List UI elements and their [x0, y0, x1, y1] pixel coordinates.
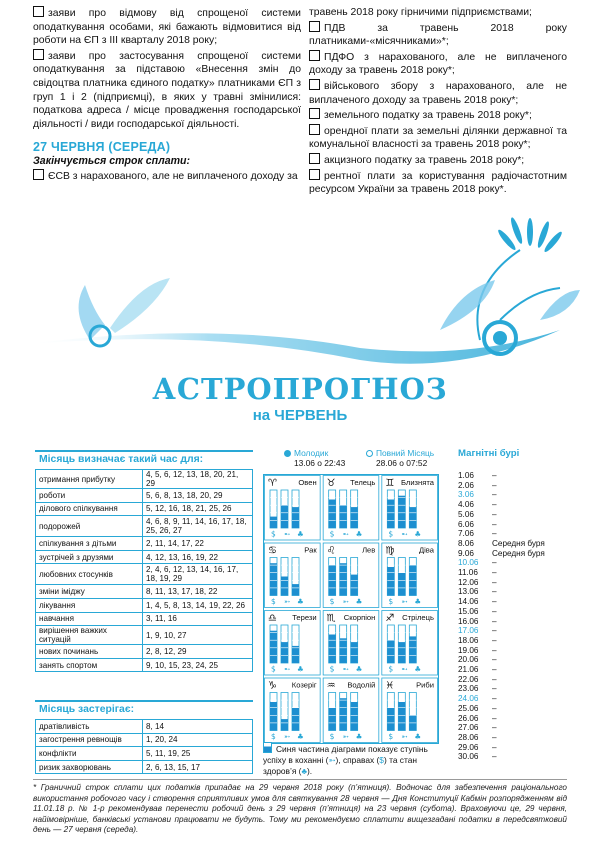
love-icon: ➵ [284, 529, 291, 539]
money-bag-icon: $ [271, 664, 276, 674]
checkbox-icon [309, 79, 320, 90]
zodiac-sign-name: Близнята [400, 478, 434, 487]
checkbox-icon [309, 50, 320, 61]
bar-fill [281, 577, 288, 596]
zodiac-sign-name: Водолій [347, 680, 376, 690]
activity-cell: загострення ревнощів [36, 733, 143, 747]
storm-row [458, 733, 578, 743]
storm-row [458, 529, 578, 539]
bar-fill [340, 505, 347, 528]
bar-fill [387, 567, 394, 596]
good-for-title: Місяць визначає такий час для: [39, 454, 204, 465]
storm-row [458, 694, 578, 704]
table-row [36, 645, 253, 659]
storm-value: – [492, 606, 497, 616]
astro-subtitle: на ЧЕРВЕНЬ [252, 407, 348, 424]
new-moon-icon [284, 450, 291, 457]
days-cell: 1, 20, 24 [143, 733, 253, 747]
storm-value: – [492, 674, 497, 684]
days-cell: 4, 12, 13, 16, 19, 22 [143, 550, 253, 564]
love-icon: ➵ [328, 755, 336, 765]
bar-fill [270, 517, 277, 528]
checkbox-icon [309, 124, 320, 135]
health-icon: ♣ [297, 664, 304, 674]
activity-cell: ділового спілкування [36, 502, 143, 516]
storm-row [458, 471, 578, 481]
health-icon: ♣ [297, 732, 304, 741]
activity-cell: конфлікти [36, 747, 143, 761]
storms-list [458, 471, 578, 762]
deadline-item: військового збору з нарахованого, але не виплаченого доходу за травень 2018 року*; [309, 80, 567, 106]
storm-value: – [492, 558, 497, 568]
storm-date: 13.06 [458, 587, 479, 597]
deadline-item: рентної плати за користування радіочастотним ресурсом України за травень 2018 року*. [309, 170, 567, 196]
storm-row [458, 597, 578, 607]
bar-fill [292, 708, 299, 731]
storm-value: – [492, 529, 497, 539]
full-moon: Повний Місяць 28.06 о 07:52 [366, 448, 434, 468]
storm-date: 18.06 [458, 635, 479, 645]
storm-value: – [492, 742, 497, 752]
bar-fill [270, 631, 277, 663]
storm-date: 25.06 [458, 703, 479, 713]
storm-date: 23.06 [458, 684, 479, 694]
deadline-item: заяви про відмову від спрощеної системи оподаткування особами, які бажають відмовитися від роботи на ЄП з III кварталу 2018 року; [33, 8, 301, 47]
deadline-item: ПДФО з нарахованого, але не виплаченого доходу за травень 2018 року*; [309, 51, 567, 77]
zodiac-glyph-icon: ♉ [326, 478, 336, 489]
storm-value: – [492, 713, 497, 723]
storm-date: 17.06 [458, 626, 479, 636]
love-icon: ➵ [342, 597, 349, 606]
storm-value: – [492, 577, 497, 587]
floral-banner [0, 210, 600, 370]
storm-row [458, 723, 578, 733]
storm-row [458, 665, 578, 675]
zodiac-sign-name: Діва [418, 545, 434, 555]
table-row [36, 747, 253, 761]
astro-title: АСТРОПРОГНОЗ [152, 372, 448, 406]
storm-date: 6.06 [458, 519, 474, 529]
health-icon: ♣ [297, 529, 304, 539]
bar-fill [340, 563, 347, 595]
money-bag-icon: $ [329, 732, 335, 741]
money-bag-icon: $ [329, 664, 335, 674]
zodiac-glyph-icon: ♈ [268, 478, 277, 489]
love-icon: ➵ [342, 664, 349, 674]
activity-cell: зустрічей з друзями [36, 550, 143, 564]
storm-row [458, 684, 578, 694]
days-cell: 1, 4, 5, 8, 13, 14, 19, 22, 26 [143, 598, 253, 612]
storm-date: 27.06 [458, 723, 479, 733]
bar-fill [329, 635, 336, 664]
bar-fill [351, 702, 358, 731]
storm-date: 15.06 [458, 606, 479, 616]
storm-row [458, 675, 578, 685]
storm-row [458, 655, 578, 665]
warning-table [35, 719, 253, 774]
zodiac-glyph-icon: ♒ [326, 680, 336, 692]
health-icon: ♣ [414, 664, 422, 674]
love-icon: ➵ [401, 529, 408, 539]
storm-date: 7.06 [458, 529, 474, 539]
days-cell: 9, 10, 15, 23, 24, 25 [143, 658, 253, 672]
days-cell: 4, 5, 6, 12, 13, 18, 20, 21, 29 [143, 470, 253, 489]
good-for-section [35, 450, 253, 672]
health-icon: ♣ [355, 597, 363, 606]
bar-fill [340, 698, 347, 730]
activity-cell: зміни іміджу [36, 585, 143, 599]
zodiac-glyph-icon: ♌ [326, 545, 336, 557]
days-cell: 5, 11, 19, 25 [143, 747, 253, 761]
money-bag-icon: $ [388, 597, 394, 606]
bar-fill [292, 646, 299, 663]
activity-cell: подорожей [36, 516, 143, 537]
storm-row [458, 578, 578, 588]
storm-value: – [492, 694, 497, 704]
storm-value: – [492, 471, 497, 480]
bar-fill [398, 573, 405, 596]
divider [33, 779, 567, 780]
activity-cell: навчання [36, 612, 143, 626]
table-row [36, 598, 253, 612]
storm-row [458, 617, 578, 627]
days-cell: 2, 6, 13, 15, 17 [143, 760, 253, 774]
table-row [36, 733, 253, 747]
table-row [36, 537, 253, 551]
zodiac-glyph-icon: ♐ [385, 613, 395, 624]
date-heading: 27 ЧЕРВНЯ (СЕРЕДА) [33, 140, 171, 155]
storm-date: 10.06 [458, 558, 479, 568]
storm-value: – [492, 752, 497, 762]
checkbox-icon [309, 21, 320, 32]
zodiac-legend: Синя частина діаграми показує ступінь успіху в коханні (➵), справах ($) та стан здоров’я (♣). [263, 744, 428, 776]
days-cell: 2, 11, 14, 17, 22 [143, 537, 253, 551]
love-icon: ➵ [342, 529, 349, 539]
money-bag-icon: $ [329, 529, 335, 539]
storm-value: – [492, 665, 497, 675]
table-row [36, 626, 253, 645]
storm-row [458, 549, 578, 559]
new-moon: Молодик 13.06 о 22:43 [284, 448, 345, 468]
checkbox-icon [33, 49, 44, 60]
days-cell: 8, 11, 13, 17, 18, 22 [143, 585, 253, 599]
checkbox-icon [33, 169, 44, 180]
bar-fill [387, 640, 394, 663]
activity-cell: лікування [36, 598, 143, 612]
storm-value: – [492, 616, 497, 626]
storm-date: 9.06 [458, 548, 474, 558]
deadline-item: земельного податку за травень 2018 року*; [309, 108, 567, 123]
zodiac-diagram [263, 474, 439, 744]
checkbox-icon [309, 153, 320, 164]
storm-row [458, 636, 578, 646]
storm-date: 4.06 [458, 500, 474, 510]
storm-row [458, 743, 578, 753]
health-icon: ♣ [355, 664, 363, 674]
storm-row [458, 752, 578, 762]
love-icon: ➵ [401, 597, 408, 606]
zodiac-sign-name: Овен [298, 478, 317, 487]
deadline-item: заяви про застосування спрощеної системи оподаткування за підставою «Внесення змін до свідоцтва платника єдиного податку» платниками ЄП з груп 1 і 2 (підприємці), в яких у травні змінилися: податкова адреса / місце провадження господарської діяльності / види господарської діяльності. [33, 50, 301, 130]
storm-row [458, 646, 578, 656]
storm-date: 29.06 [458, 742, 479, 752]
money-bag-icon: $ [271, 597, 276, 606]
storm-value: – [492, 509, 497, 519]
good-for-table [35, 469, 253, 672]
money-bag-icon: $ [329, 597, 335, 606]
storm-date: 20.06 [458, 655, 479, 665]
leaf-shape [110, 278, 170, 333]
bar-fill [387, 708, 394, 731]
storm-value: – [492, 723, 497, 733]
left-column [33, 6, 301, 184]
storm-value: – [492, 626, 497, 636]
right-column [309, 6, 567, 198]
bar-fill [351, 642, 358, 663]
storm-date: 1.06 [458, 471, 474, 480]
storm-date: 21.06 [458, 665, 479, 675]
storm-value: Середня буря [492, 538, 545, 548]
checkbox-icon [309, 169, 320, 180]
storm-date: 24.06 [458, 694, 479, 704]
activity-cell: любовних стосунків [36, 564, 143, 585]
zodiac-sign-name: Риби [416, 680, 434, 690]
bar-fill [281, 719, 288, 730]
health-icon: ♣ [355, 732, 363, 741]
bar-fill [292, 507, 299, 528]
zodiac-glyph-icon: ♊ [385, 478, 395, 489]
bar-fill [398, 702, 405, 731]
storms-title: Магнітні бурі [458, 448, 520, 459]
storm-date: 26.06 [458, 713, 479, 723]
warning-title: Місяць застерігає: [39, 704, 135, 715]
zodiac-glyph-icon: ♑ [268, 680, 277, 692]
full-moon-icon [366, 450, 373, 457]
love-icon: ➵ [284, 597, 291, 606]
table-row [36, 585, 253, 599]
bar-fill [292, 584, 299, 595]
storm-row [458, 626, 578, 636]
continued-text: травень 2018 року гірничими підприємствами; [309, 7, 532, 18]
days-cell: 2, 8, 12, 29 [143, 645, 253, 659]
sub-heading: Закінчується строк сплати: [33, 154, 191, 167]
storm-date: 12.06 [458, 577, 479, 587]
deadline-item: акцизного податку за травень 2018 року*; [309, 153, 567, 168]
table-row [36, 760, 253, 774]
zodiac-sign-name: Терези [292, 613, 317, 622]
bar-fill [340, 638, 347, 663]
checkbox-icon [309, 108, 320, 119]
zodiac-glyph-icon: ♋ [268, 545, 277, 557]
bar-fill [409, 507, 416, 528]
days-cell: 5, 12, 16, 18, 21, 25, 26 [143, 502, 253, 516]
table-row [36, 612, 253, 626]
money-bag-icon: $ [271, 732, 276, 741]
storm-row [458, 520, 578, 530]
zodiac-glyph-icon: ♎ [268, 613, 277, 624]
health-icon: ♣ [414, 732, 422, 741]
storm-date: 19.06 [458, 645, 479, 655]
storm-row [458, 539, 578, 549]
storm-date: 2.06 [458, 480, 474, 490]
health-icon: ♣ [301, 766, 307, 776]
right-items [309, 21, 567, 197]
table-row [36, 502, 253, 516]
storm-value: – [492, 490, 497, 500]
table-row [36, 658, 253, 672]
bar-fill [281, 642, 288, 663]
storm-value: – [492, 519, 497, 529]
days-cell: 1, 9, 10, 27 [143, 626, 253, 645]
storm-value: – [492, 655, 497, 665]
storm-row [458, 568, 578, 578]
bar-fill [270, 702, 277, 731]
love-icon: ➵ [284, 664, 291, 674]
storm-value: – [492, 480, 497, 490]
deadline-item: орендної плати за земельні ділянки державної та комунальної власності за травень 2018 року*; [309, 125, 567, 151]
zodiac-sign-name: Стрілець [402, 613, 434, 622]
footnote: * Граничний строк сплати цих податків припадає на 29 червня 2018 року (п’ятниця). Водночас для забезпечення раціонального використання робочого часу і створення сприятливих умов для святкування 28 червня — Дня Конституції Кабмін розпорядженням від 11.01.18 р. № 1-р рекомендував перенести робочий день з 29 червня (п’ятниця) на 23 червня (субота). Враховуючи це, 29 червня, найімовірніше, банківські установи працювати не будуть. Тому ми рекомендуємо сплатити вищезгадані податки в передсвятковий день — 27 червня (середа). [33, 783, 567, 835]
activity-cell: занять спортом [36, 658, 143, 672]
health-icon: ♣ [355, 529, 363, 539]
activity-cell: роботи [36, 489, 143, 503]
table-row [36, 550, 253, 564]
activity-cell: вирішення важких ситуацій [36, 626, 143, 645]
bar-fill [281, 505, 288, 528]
table-row [36, 720, 253, 734]
days-cell: 5, 6, 8, 13, 18, 20, 29 [143, 489, 253, 503]
table-row [36, 470, 253, 489]
zodiac-glyph-icon: ♏ [326, 613, 336, 624]
days-cell: 4, 6, 8, 9, 11, 14, 16, 17, 18, 25, 26, 27 [143, 516, 253, 537]
bar-fill [398, 642, 405, 663]
health-icon: ♣ [297, 597, 304, 606]
bar-fill [398, 496, 405, 528]
storm-date: 3.06 [458, 490, 474, 500]
table-row [36, 564, 253, 585]
zodiac-sign-name: Скорпіон [343, 613, 376, 622]
days-cell: 3, 11, 16 [143, 612, 253, 626]
love-icon: ➵ [342, 732, 349, 741]
activity-cell: спілкування з дітьми [36, 537, 143, 551]
health-icon: ♣ [414, 597, 422, 606]
storm-date: 30.06 [458, 752, 479, 762]
activity-cell: отримання прибутку [36, 470, 143, 489]
bar-fill [351, 575, 358, 596]
deadline-item: ЄСВ з нарахованого, але не виплаченого доходу за [33, 169, 301, 184]
swirl-shape [493, 331, 507, 345]
warning-section [35, 700, 253, 774]
zodiac-sign-name: Телець [350, 478, 376, 487]
days-cell: 8, 14 [143, 720, 253, 734]
storm-date: 16.06 [458, 616, 479, 626]
storm-value: – [492, 597, 497, 607]
storm-value: Середня буря [492, 548, 545, 558]
storm-date: 22.06 [458, 674, 479, 684]
activity-cell: ризик захворювань [36, 760, 143, 774]
storm-value: – [492, 703, 497, 713]
money-bag-icon: $ [388, 529, 394, 539]
bar-fill [387, 500, 394, 529]
love-icon: ➵ [401, 732, 408, 741]
storm-value: – [492, 587, 497, 597]
bar-fill [329, 500, 336, 529]
storm-row [458, 481, 578, 491]
money-bag-icon: $ [388, 732, 394, 741]
storm-row [458, 510, 578, 520]
days-cell: 2, 4, 6, 12, 13, 14, 16, 17, 18, 19, 29 [143, 564, 253, 585]
activity-cell: нових починань [36, 645, 143, 659]
zodiac-sign-name: Козеріг [291, 680, 317, 690]
storm-date: 8.06 [458, 538, 474, 548]
storm-date: 14.06 [458, 597, 479, 607]
bar-fill [270, 563, 277, 595]
zodiac-sign-name: Лев [362, 545, 376, 555]
bar-sample-icon [263, 742, 272, 753]
table-row [36, 516, 253, 537]
love-icon: ➵ [401, 664, 408, 674]
money-bag-icon: $ [379, 755, 384, 765]
storm-value: – [492, 645, 497, 655]
zodiac-glyph-icon: ♓ [385, 680, 395, 692]
zodiac-sign-name: Рак [304, 545, 317, 555]
storm-row [458, 607, 578, 617]
storm-date: 5.06 [458, 509, 474, 519]
leaf-shape [540, 290, 580, 320]
storm-value: – [492, 568, 497, 578]
leaf-shape [440, 280, 495, 330]
bar-fill [329, 708, 336, 731]
magnetic-storms [458, 448, 578, 762]
storm-value: – [492, 732, 497, 742]
storm-row [458, 558, 578, 568]
activity-cell: дратівливість [36, 720, 143, 734]
deadline-item: ПДВ за травень 2018 року платниками-«місячниками»*; [309, 22, 567, 48]
storm-row [458, 704, 578, 714]
storm-row [458, 714, 578, 724]
storm-value: – [492, 500, 497, 510]
storm-row [458, 587, 578, 597]
storm-row [458, 490, 578, 500]
storm-row [458, 500, 578, 510]
checkbox-icon [33, 6, 44, 17]
table-row [36, 489, 253, 503]
love-icon: ➵ [284, 732, 291, 741]
bar-fill [351, 507, 358, 528]
flower-shape [496, 216, 564, 253]
storm-value: – [492, 684, 497, 694]
storm-date: 11.06 [458, 568, 478, 578]
money-bag-icon: $ [388, 664, 394, 674]
money-bag-icon: $ [271, 529, 276, 539]
zodiac-glyph-icon: ♍ [385, 545, 395, 557]
health-icon: ♣ [414, 529, 422, 539]
storm-value: – [492, 635, 497, 645]
storm-date: 28.06 [458, 732, 479, 742]
